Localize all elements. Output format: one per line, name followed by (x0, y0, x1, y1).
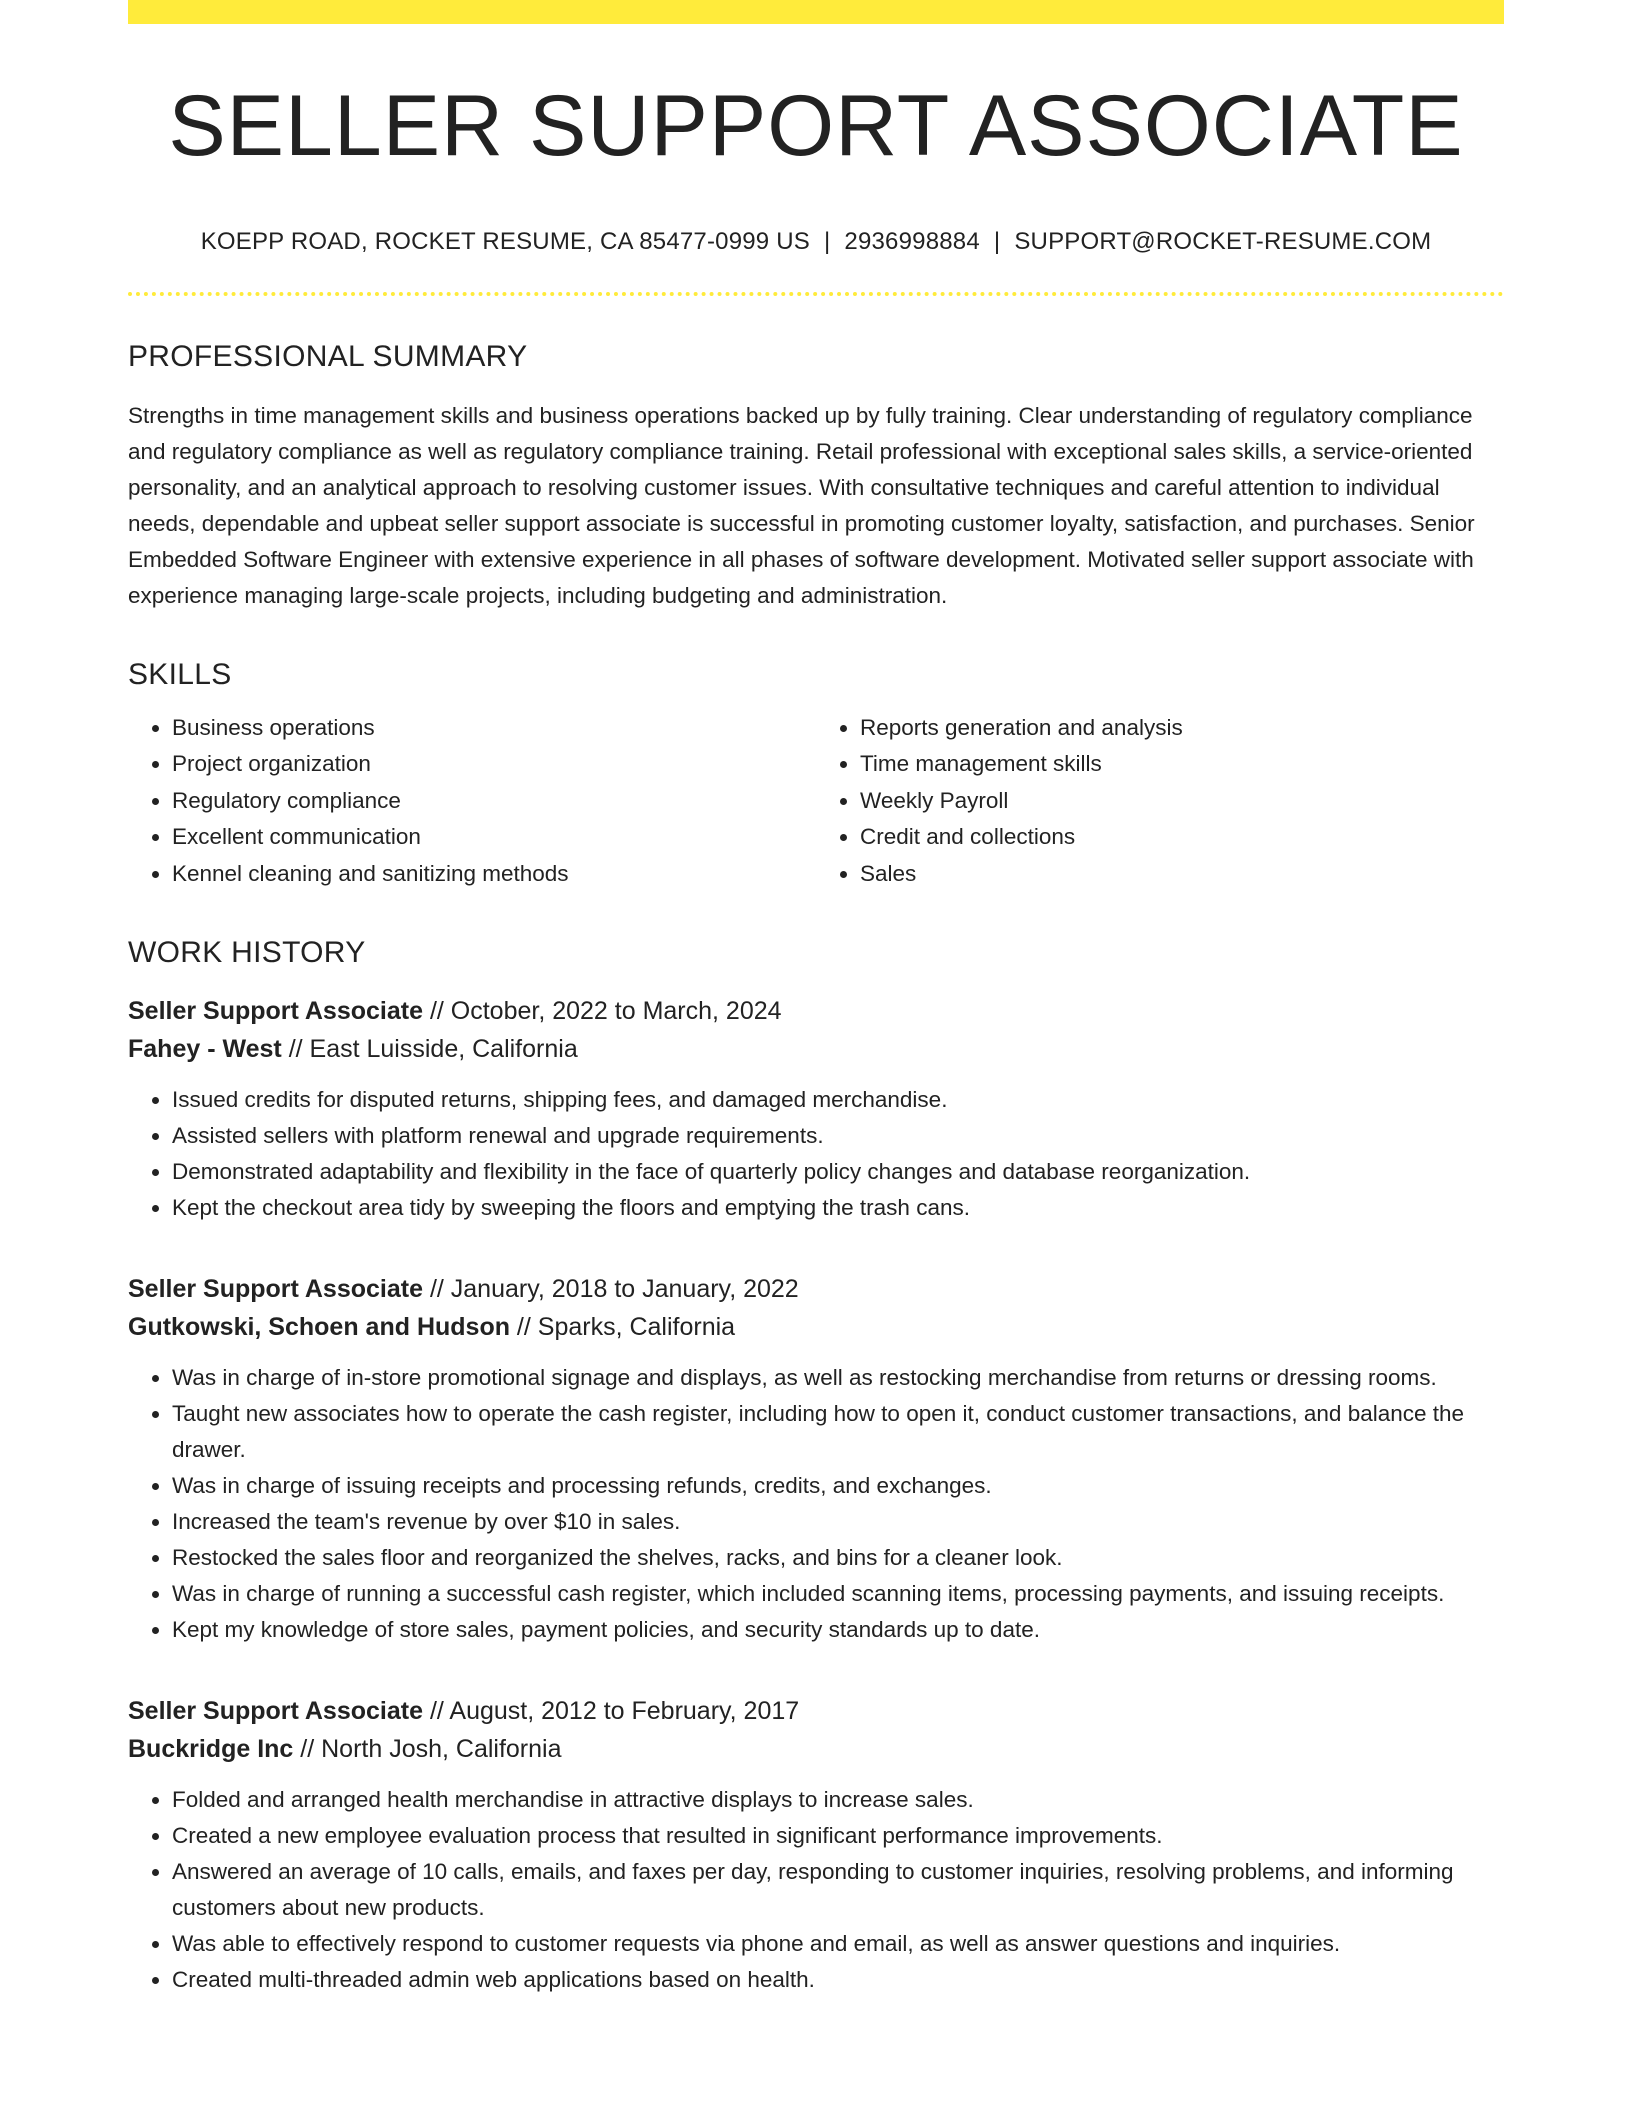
job-bullet: • Was able to effectively respond to customer requests via phone and email, as well as answer questions and inquiries. (172, 1926, 1504, 1962)
job-title: Seller Support Associate (128, 1275, 423, 1304)
job-entry (128, 992, 1504, 1226)
skills-heading: SKILLS (128, 657, 232, 691)
address: KOEPP ROAD, ROCKET RESUME, CA 85477-0999 US (200, 227, 810, 255)
top-accent-bar (128, 0, 1504, 24)
skill-item: • Sales (860, 856, 1504, 893)
dotted-divider (128, 292, 1504, 296)
job-bullets (128, 1782, 1504, 1998)
job-bullet: • Was in charge of in-store promotional signage and displays, as well as restocking merchandise from returns or dressing rooms. (172, 1360, 1504, 1396)
job-bullet: • Kept the checkout area tidy by sweeping the floors and emptying the trash cans. (172, 1190, 1504, 1226)
skill-item: • Project organization (172, 746, 816, 783)
summary-heading: PROFESSIONAL SUMMARY (128, 339, 528, 373)
job-location: // East Luisside, California (281, 1035, 578, 1064)
job-title-line (128, 1270, 1504, 1308)
job-bullet: • Assisted sellers with platform renewal and upgrade requirements. (172, 1118, 1504, 1154)
resume-page (128, 0, 1504, 1998)
job-entry (128, 1270, 1504, 1648)
job-dates: // August, 2012 to February, 2017 (423, 1697, 800, 1726)
job-dates: // January, 2018 to January, 2022 (423, 1275, 799, 1304)
job-company: Buckridge Inc (128, 1735, 294, 1764)
job-title: Seller Support Associate (128, 997, 423, 1026)
job-title-line (128, 992, 1504, 1030)
job-title-line (128, 1692, 1504, 1730)
job-bullet: • Demonstrated adaptability and flexibility in the face of quarterly policy changes and database reorganization. (172, 1154, 1504, 1190)
job-bullet: • Was in charge of running a successful cash register, which included scanning items, processing payments, and issuing receipts. (172, 1576, 1504, 1612)
job-bullet: • Increased the team's revenue by over $10 in sales. (172, 1504, 1504, 1540)
skill-item: • Kennel cleaning and sanitizing methods (172, 856, 816, 893)
skill-item: • Regulatory compliance (172, 783, 816, 820)
job-bullets (128, 1360, 1504, 1648)
contact-separator: | (993, 227, 1001, 255)
job-bullet: • Answered an average of 10 calls, emails, and faxes per day, responding to customer inquiries, resolving problems, and informing customers about new products. (172, 1854, 1504, 1926)
job-company-line (128, 1730, 1504, 1768)
job-bullet: • Created a new employee evaluation process that resulted in significant performance improvements. (172, 1818, 1504, 1854)
job-title: Seller Support Associate (128, 1697, 423, 1726)
job-dates: // October, 2022 to March, 2024 (423, 997, 782, 1026)
job-entry (128, 1692, 1504, 1998)
job-bullet: • Taught new associates how to operate the cash register, including how to open it, conduct customer transactions, and balance the drawer. (172, 1396, 1504, 1468)
job-company-line (128, 1030, 1504, 1068)
skill-item: • Business operations (172, 710, 816, 747)
skill-item: • Excellent communication (172, 819, 816, 856)
job-bullet: • Was in charge of issuing receipts and processing refunds, credits, and exchanges. (172, 1468, 1504, 1504)
skills-list (128, 710, 1504, 893)
job-location: // North Josh, California (293, 1735, 562, 1764)
phone: 2936998884 (844, 227, 980, 255)
summary-text: Strengths in time management skills and business operations backed up by fully training. Clear understanding of regulatory compliance and regulatory compliance as well as regulatory compliance training. Retail professional with exceptional sales skills, a service-oriented personality, and an analytical approach to resolving customer issues. With consultative techniques and careful attention to individual needs, dependable and upbeat seller support associate is successful in promoting customer loyalty, satisfaction, and purchases. Senior Embedded Software Engineer with extensive experience in all phases of software development. Motivated seller support associate with experience managing large-scale projects, including budgeting and administration. (128, 402, 1475, 608)
job-company: Gutkowski, Schoen and Hudson (128, 1313, 510, 1342)
job-bullet: • Folded and arranged health merchandise in attractive displays to increase sales. (172, 1782, 1504, 1818)
skill-item: • Time management skills (860, 746, 1504, 783)
job-bullets (128, 1082, 1504, 1226)
job-location: // Sparks, California (509, 1313, 736, 1342)
skills-column-right (816, 710, 1504, 893)
skill-item: • Weekly Payroll (860, 783, 1504, 820)
skill-item: • Reports generation and analysis (860, 710, 1504, 747)
job-company: Fahey - West (128, 1035, 282, 1064)
email: SUPPORT@ROCKET-RESUME.COM (1014, 227, 1432, 255)
page-title: SELLER SUPPORT ASSOCIATE (168, 78, 1464, 174)
contact-separator: | (823, 227, 831, 255)
job-company-line (128, 1308, 1504, 1346)
skill-item: • Credit and collections (860, 819, 1504, 856)
work-history-heading: WORK HISTORY (128, 936, 366, 970)
job-bullet: • Kept my knowledge of store sales, payment policies, and security standards up to date. (172, 1612, 1504, 1648)
contact-line (128, 228, 1504, 256)
skills-column-left (128, 710, 816, 893)
job-bullet: • Restocked the sales floor and reorganized the shelves, racks, and bins for a cleaner look. (172, 1540, 1504, 1576)
job-bullet: • Issued credits for disputed returns, shipping fees, and damaged merchandise. (172, 1082, 1504, 1118)
job-bullet: • Created multi-threaded admin web applications based on health. (172, 1962, 1504, 1998)
